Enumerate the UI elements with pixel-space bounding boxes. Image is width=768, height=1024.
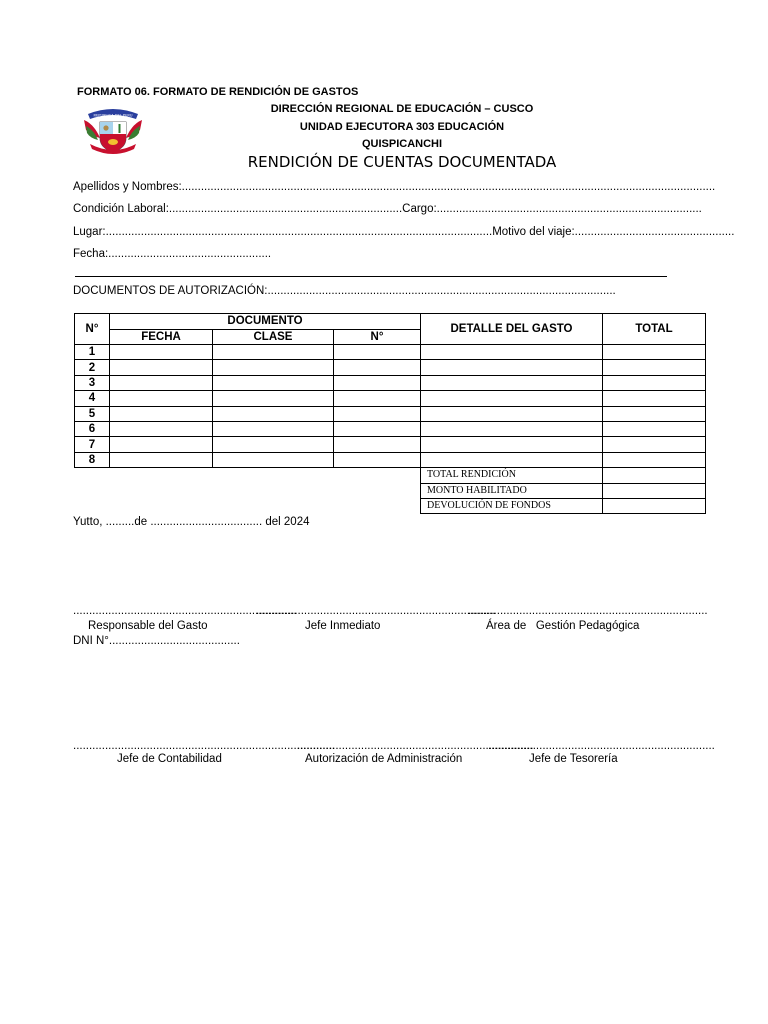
row-number: 6 (75, 421, 110, 436)
cell-clase[interactable] (213, 437, 334, 452)
cell-clase[interactable] (213, 391, 334, 406)
cell-detalle[interactable] (421, 406, 603, 421)
signature-line-contabilidad[interactable]: .................................................................................. (73, 740, 335, 752)
summary-row (75, 498, 706, 513)
summary-label-devolucion: DEVOLUCIÓN DE FONDOS (421, 498, 603, 513)
cell-fecha[interactable] (110, 452, 213, 467)
table-row (75, 375, 706, 390)
cell-total[interactable] (603, 406, 706, 421)
signature-line-administracion[interactable]: .......................................................................... (297, 740, 534, 752)
signature-line-jefe-inmediato[interactable]: ........................................................................... (256, 605, 496, 617)
table-row (75, 345, 706, 360)
dni-field[interactable]: DNI N°......................................... (73, 635, 240, 647)
coat-of-arms-icon (80, 104, 146, 158)
summary-value-devolucion[interactable] (603, 498, 706, 513)
cell-clase[interactable] (213, 360, 334, 375)
cell-clase[interactable] (213, 375, 334, 390)
documentos-autorizacion-field[interactable]: DOCUMENTOS DE AUTORIZACIÓN:............................................................................................................. (73, 285, 616, 297)
label-jefe-inmediato: Jefe Inmediato (305, 620, 381, 632)
row-number: 1 (75, 345, 110, 360)
summary-label-total-rendicion: TOTAL RENDICIÓN (421, 468, 603, 483)
cell-detalle[interactable] (421, 345, 603, 360)
col-header-total: TOTAL (603, 314, 706, 345)
cell-fecha[interactable] (110, 437, 213, 452)
cell-doc-num[interactable] (334, 421, 421, 436)
expense-table (74, 313, 706, 514)
table-row (75, 437, 706, 452)
label-jefe-contabilidad: Jefe de Contabilidad (117, 753, 222, 765)
cell-clase[interactable] (213, 345, 334, 360)
cell-detalle[interactable] (421, 452, 603, 467)
cell-fecha[interactable] (110, 360, 213, 375)
cell-doc-num[interactable] (334, 345, 421, 360)
col-header-clase: CLASE (213, 329, 334, 345)
cell-fecha[interactable] (110, 421, 213, 436)
fecha-field[interactable]: Fecha:................................................... (73, 248, 272, 260)
label-jefe-tesoreria: Jefe de Tesorería (529, 753, 618, 765)
divider-line (75, 276, 667, 277)
cell-total[interactable] (603, 437, 706, 452)
cell-doc-num[interactable] (334, 360, 421, 375)
cell-total[interactable] (603, 345, 706, 360)
summary-value-total-rendicion[interactable] (603, 468, 706, 483)
row-number: 8 (75, 452, 110, 467)
cell-detalle[interactable] (421, 421, 603, 436)
cell-clase[interactable] (213, 406, 334, 421)
col-header-documento: DOCUMENTO (110, 314, 421, 330)
cell-fecha[interactable] (110, 345, 213, 360)
label-autorizacion-administracion: Autorización de Administración (305, 753, 463, 765)
cell-total[interactable] (603, 375, 706, 390)
cell-total[interactable] (603, 452, 706, 467)
condicion-cargo-field[interactable]: Condición Laboral:.........................................................................Cargo:................................................................................... (73, 203, 702, 215)
cell-fecha[interactable] (110, 375, 213, 390)
lugar-motivo-field[interactable]: Lugar:.........................................................................................................................Motivo del viaje:.................................................. (73, 226, 735, 238)
document-title: RENDICIÓN DE CUENTAS DOCUMENTADA (247, 153, 557, 171)
table-row (75, 452, 706, 467)
table-row (75, 406, 706, 421)
cell-detalle[interactable] (421, 391, 603, 406)
cell-doc-num[interactable] (334, 391, 421, 406)
cell-detalle[interactable] (421, 360, 603, 375)
cell-fecha[interactable] (110, 406, 213, 421)
table-row (75, 421, 706, 436)
cell-detalle[interactable] (421, 437, 603, 452)
cell-doc-num[interactable] (334, 406, 421, 421)
cell-total[interactable] (603, 360, 706, 375)
col-header-num: N° (75, 314, 110, 345)
signature-line-responsable[interactable]: ...................................................................... (73, 605, 297, 617)
row-number: 4 (75, 391, 110, 406)
col-header-detalle: DETALLE DEL GASTO (421, 314, 603, 345)
apellidos-field[interactable]: Apellidos y Nombres:....................................................................................................................................................................... (73, 181, 716, 193)
summary-value-monto-habilitado[interactable] (603, 483, 706, 498)
header-line-3: QUISPICANCHI (361, 138, 443, 150)
crest-ribbon-text: REPUBLICA DEL PERU (93, 113, 133, 118)
cell-doc-num[interactable] (334, 437, 421, 452)
cell-doc-num[interactable] (334, 452, 421, 467)
row-number: 7 (75, 437, 110, 452)
cell-fecha[interactable] (110, 391, 213, 406)
cell-clase[interactable] (213, 452, 334, 467)
signature-line-tesoreria[interactable]: ....................................................................... (488, 740, 715, 752)
label-responsable-gasto: Responsable del Gasto (88, 620, 208, 632)
summary-row (75, 468, 706, 483)
cell-detalle[interactable] (421, 375, 603, 390)
cell-doc-num[interactable] (334, 375, 421, 390)
date-line[interactable]: Yutto, .........de ................................... del 2024 (73, 516, 310, 528)
table-row (75, 391, 706, 406)
cell-total[interactable] (603, 421, 706, 436)
summary-row (75, 483, 706, 498)
col-header-fecha: FECHA (110, 329, 213, 345)
label-gestion-pedagogica: Área de Gestión Pedagógica (486, 620, 640, 632)
header-line-1: DIRECCIÓN REGIONAL DE EDUCACIÓN – CUSCO (270, 103, 534, 115)
header-line-2: UNIDAD EJECUTORA 303 EDUCACIÓN (299, 121, 505, 133)
row-number: 5 (75, 406, 110, 421)
col-header-doc-num: N° (334, 329, 421, 345)
cell-total[interactable] (603, 391, 706, 406)
cell-clase[interactable] (213, 421, 334, 436)
row-number: 2 (75, 360, 110, 375)
format-title: FORMATO 06. FORMATO DE RENDICIÓN DE GASTOS (77, 86, 359, 98)
table-row (75, 360, 706, 375)
summary-label-monto-habilitado: MONTO HABILITADO (421, 483, 603, 498)
signature-line-gestion-pedagogica[interactable]: ........................................................................... (468, 605, 708, 617)
row-number: 3 (75, 375, 110, 390)
